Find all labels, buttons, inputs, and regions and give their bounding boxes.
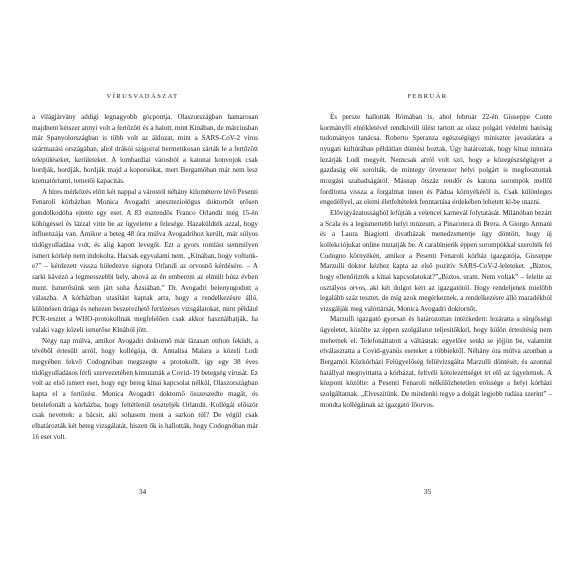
left-running-head: VÍRUSVADÁSZAT — [106, 93, 179, 100]
left-paragraph-3: Négy nap múlva, amikor Avogadri doktornő már lázasan otthon feküdt, a tévéből értesült arról, hogy kollégája, dr. Annalisa Malara a közeli Lodi megyében fekvő Codognóban megszegte a protokollt, így egy 38 éves tüdőgyulladásos férfi szervezetében kimutatták a Covid–19 betegség vírusát. Ez volt az első ismert eset, hogy egy beteg kínai kapcsolat nélkül, Olaszországban kapta el a fertőzést. Monica Avogadri doktornő összeszedte magát, és betelefonált a kórházba, hogy feltétlenül teszteljék Orlandit. Kollégái először csak nevettek: a bácsit, aki sohasem ment a sarkon túl? De végül csak elhatározták két beteg vizsgálatát, hiszen ők is hallották, hogy Codognóban már 16 eset volt. — [32, 336, 258, 441]
right-paragraph-1: És persze hallották Rómában is, ahol február 22-én Giuseppe Conte kormányfő elnökletével rendkívüli ülést tartott az olasz polgári védelmi hatóság tudományos tanácsa. Roberto Speranza egészségügyi miniszter javaslatára a nyugati kultúrában példátlan döntést hoztak. Úgy határoztak, hogy kínai mintára lezárják Lodi megyét. Nemcsak arról volt szó, hogy a közegészségügyet a gazdaság elé sorolták, de mintegy ötvenezer helyi polgárt is megfosztottak mozgási szabadságától. Másnap ötszáz rendőr és katona sorompók mellől fordította vissza a forgalmat innen és Pádua környékéről is. Csak különleges engedéllyel, az elemi életfeltételek fenntartása érdekében lehetett ki-be utazni. — [320, 113, 552, 207]
right-paragraph-2: Elővigyázatosságból lefújták a velencei karnevál folytatását. Milánóban bezárt a Scala és a legismertebb helyi múzeum, a Pinacoteca di Brera. A Giorgo Armani és a Laura Biagiotti divatházak menedzsmentje úgy döntött, hogy új kollekciójukat online mutatják be. A carabinierik éppen sorompókkal szerelték fel Codogno környékén, amikor a Pesenti Fenaroli kórház igazgatója, Giuseppe Marzulli doktor kézhez kapta az első pozitív SARS-CoV-2-leleteket. „Biztos, hogy ellenőrizték a kínai kapcsolatokat?”„Biztos, uram. Nem voltak” – felelte az osztályos orvos, aki két dolgot kért az igazgatótól. Hogy rendeljenek mielőbb legalább száz tesztet, de míg azok megérkeznek, a rendelkezésre álló maradékból vizsgálják meg valóttársát, Monica Avogadri doktornőt. — [320, 208, 552, 313]
left-paragraph-1: a világjárvány addigi legnagyobb gócpontja. Olaszországban hamarosan majdnem kétszer annyi volt a fertőzött és a halott, mint Kínában, de márciusban már Spanyolországban is több volt az áldozat, mint a SARS-CoV-2 vírus származási országában, ahol drákói szigorral hermetikusan zárták le a fertőzött településeket, kerületeket. A lombardiai városból a katonai konvojok csak hordják, hordják, hordják majd a koporsókat, mert Bergamóban már nem lesz krematóriumi, temetői kapacitás. — [32, 113, 258, 185]
right-page — [285, 0, 570, 570]
right-paragraph-3: Marzulli igazgató gyorsan és határozottan intézkedett: lezáratta a sürgősségi ügyeletet, közölte az éppen szolgálatot teljesítőkkel, hogy külön értesítésig nem mehetnek el. Telefonáltatott a váltásnak: egyelőre senki se jöjjön be, valamint elválasztatta a Covid-gyanús eseteket a többiektől. Néhány óra múlva azonban a Bergamói Közkórházi Felügyelőség felülvizsgálta Marzulli döntését, és azonnal hatállyal megnyittatta a kórházat, feltvéli kötelezettséget írt elő az ügyeletnek. A központ közölte: a Pesenti Fenaroli nélkülözhetetlen erőssége a helyi kórházi szolgáltatnak. „Elveszítünk. De mindenki tegye a dolgát legjobb tudása szerint” – mondta kollégáinak az igazgató főorvos. — [320, 315, 552, 409]
right-page-number: 35 — [423, 487, 432, 496]
left-paragraph-2: A híres mérkőzés előtt két nappal a várostól néhány kilométerre lévő Pesenti Fenaroli kórházban Monica Avogadri aneszteziológus doktornőt erősen gondolkodóba ejtette egy eset. A 83 esztendős Franco Orlandit még 15-én köhögéssel és lázzal vitte be az ügyeletre a felesége. Hazaküldték azzal, hogy influenzája van. Amikor a beteg 48 óra múlva Avogadrihoz került, már súlyos tüdőgyulladása volt, és alig kapott levegőt. Ezt a gyors romlást semmilyen ismert kórkép nem indokolta. Hacsak egyvalami nem. „Kínában, hogy voltunk-e?” – kérdezett vissza hüledezve signora Orlandi az orvosnő kérdésére. – A sarki kávézó a legmesszebbi hely, ahová az én emberem az elmúlt húsz évben ment. Ismerősünk sem járt soha Ázsiában.” Dr. Avogadri belenyugodott a válaszba. A kórházban utasítást kaptak arra, hogy a rendelkezésre álló, különösen drága és nehezen beszerezhető fertőzéses vizsgálatokat, mint például PCR-tesztet a WHO-protokollnak megfelelően csak akkor használhatják, ha valaki vagy közeli ismerőse Kínából jött. — [32, 187, 258, 335]
right-running-head: FEBRUÁR — [407, 93, 448, 100]
left-body-text — [32, 112, 258, 442]
left-page-number: 34 — [138, 487, 147, 496]
right-body-text — [320, 112, 552, 410]
